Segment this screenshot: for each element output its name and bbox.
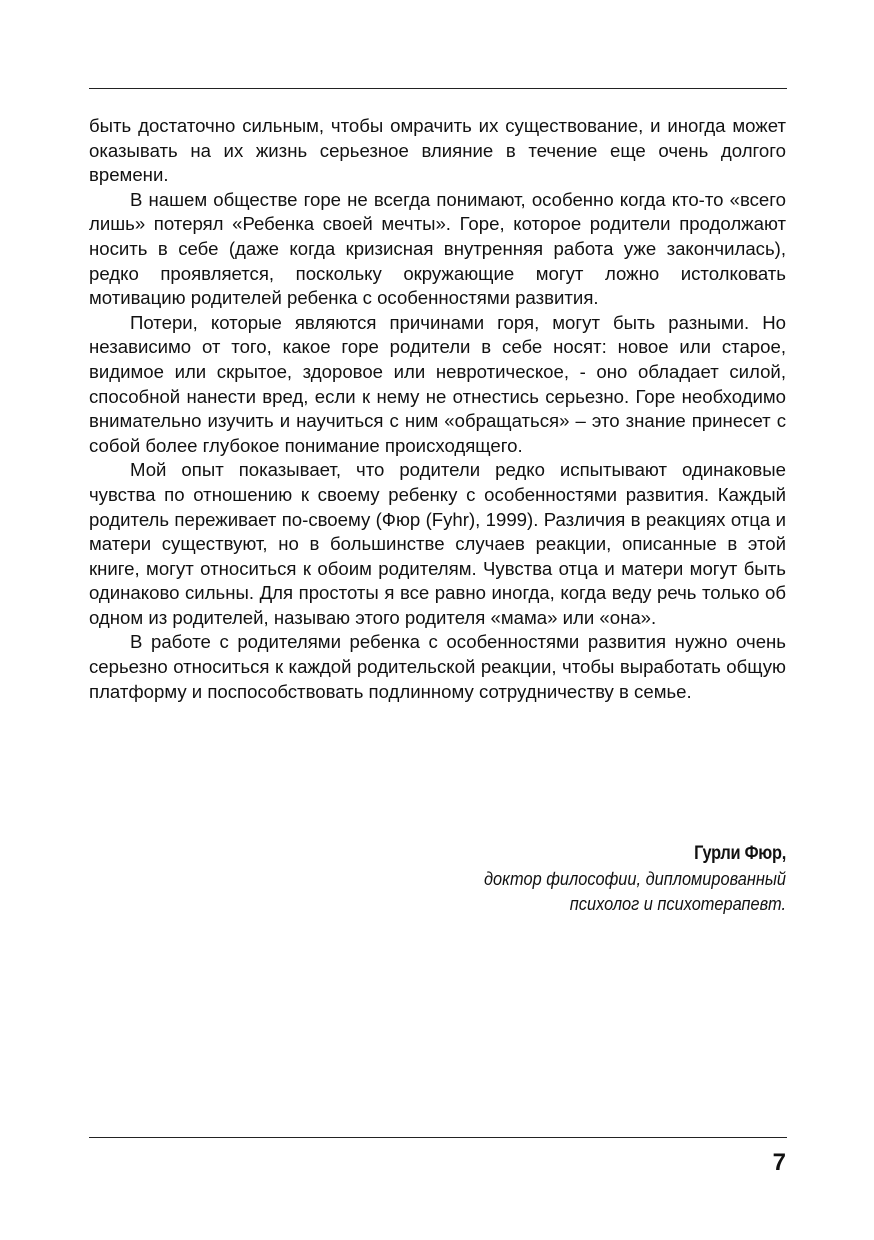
paragraph: Потери, которые являются причинами горя, могут быть разными. Но независимо от того, какое горе родители в себе носят: новое или старое, видимое или скрытое, здоровое или невротическое, - оно обладает силой, способной нанести вред, если к нему не отнестись серьезно. Горе необходимо внимательно изучить и научиться с ним «обращаться» – это знание принесет с собой более глубокое понимание происходящего. (89, 311, 786, 456)
paragraph: Мой опыт показывает, что родители редко испытывают одинаковые чувства по отношению к своему ребенку с особенностями развития. Каждый родитель переживает по-своему (Фюр (Fyhr), 1999). Различия в реакциях отца и матери существуют, но в большинстве случаев реакции, описанные в этой книге, могут относиться к обоим родителям. Чувства отца и матери могут быть одинаково сильны. Для простоты я все равно иногда, когда веду речь только об одном из родителей, называю этого родителя «мама» или «она». (89, 459, 786, 628)
author-name: Гурли Фюр, (694, 843, 786, 864)
paragraph-continuation: быть достаточно сильным, чтобы омрачить их существование, и иногда может оказывать на их жизнь серьезное влияние в течение еще очень долгого времени. (89, 115, 786, 186)
author-signature (286, 842, 786, 916)
paragraph: В работе с родителями ребенка с особенностями развития нужно очень серьезно относиться к каждой родительской реакции, чтобы выработать общую платформу и поспособствовать подлинному сотрудничеству в семье. (89, 631, 786, 702)
header-rule (89, 88, 787, 89)
author-title-line-1: доктор философии, дипломированный (483, 868, 786, 889)
footer-rule (89, 1137, 787, 1138)
paragraph: В нашем обществе горе не всегда понимают, особенно когда кто-то «всего лишь» потерял «Ребенка своей мечты». Горе, которое родители продолжают носить в себе (даже когда кризисная внутренняя работа уже закончилась), редко проявляется, поскольку окружающие могут ложно истолковать мотивацию родителей ребенка с особенностями развития. (89, 188, 786, 309)
body-text (89, 114, 786, 704)
page-number: 7 (772, 1149, 786, 1176)
author-title-line-2: психолог и психотерапевт. (569, 893, 786, 914)
